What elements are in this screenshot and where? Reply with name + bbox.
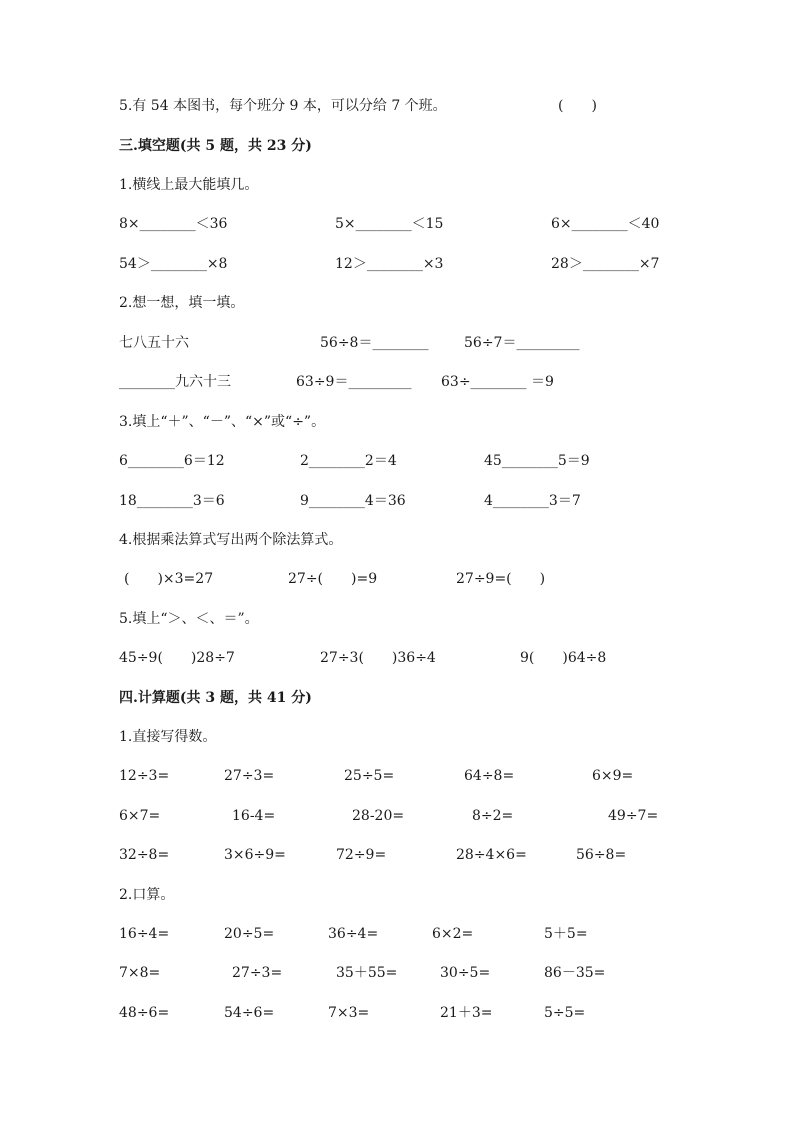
exercise-item[interactable]: 45________5＝9 [484,453,590,469]
section-title: 三.填空题(共 5 题，共 23 分) [119,138,312,154]
exercise-item[interactable]: 25÷5= [344,768,395,784]
exercise-item[interactable]: 54＞________×8 [119,256,228,272]
exercise-item[interactable]: 27÷3= [232,965,283,981]
exercise-item[interactable]: 3×6÷9= [224,847,286,863]
exercise-item[interactable]: 54÷6= [224,1005,275,1021]
exercise-item[interactable]: 63÷9＝_________ [296,374,412,390]
exercise-item[interactable]: 2________2＝4 [300,453,397,469]
exercise-item[interactable]: 18________3＝6 [119,493,225,509]
exercise-item[interactable]: 56÷8＝________ [320,335,429,351]
exercise-item[interactable]: 86－35= [544,965,606,981]
exercise-item[interactable]: 30÷5= [440,965,491,981]
exercise-item[interactable]: 21＋3= [440,1005,493,1021]
exercise-item[interactable]: 8×________＜36 [119,216,228,232]
exercise-item[interactable]: 27÷3( )36÷4 [320,650,436,666]
exercise-item[interactable]: 6×9= [592,768,634,784]
exercise-item[interactable]: 28-20= [352,808,405,824]
exercise-item[interactable]: 27÷( )=9 [288,571,378,587]
question-title: 2.口算。 [119,887,175,903]
question-title: 2.想一想，填一填。 [119,295,245,311]
exercise-item[interactable]: 28÷4×6= [456,847,527,863]
exercise-row [0,491,794,511]
exercise-row [0,569,794,589]
exercise-item: 七八五十六 [119,335,189,351]
exercise-item[interactable]: 56÷8= [576,847,627,863]
question-title: 5.填上“＞、＜、＝”。 [119,611,259,627]
section-title: 四.计算题(共 3 题，共 41 分) [119,690,312,706]
exercise-item[interactable]: 8÷2= [472,808,514,824]
exercise-item[interactable]: 16-4= [232,808,276,824]
exercise-item[interactable]: 4________3＝7 [484,493,581,509]
exercise-item[interactable]: 45÷9( )28÷7 [119,650,235,666]
exercise-row [0,806,794,826]
exercise-row [0,648,794,668]
exercise-item[interactable]: 27÷3= [224,768,275,784]
exercise-item[interactable]: 6×________＜40 [551,216,660,232]
exercise-item[interactable]: 64÷8= [464,768,515,784]
exercise-row [0,451,794,471]
exercise-row [0,372,794,392]
question-title: 4.根据乘法算式写出两个除法算式。 [119,532,343,548]
exercise-item[interactable]: 56÷7＝_________ [464,335,580,351]
exercise-item[interactable]: 49÷7= [608,808,659,824]
question-title: 3.填上“＋”、“－”、“×”或“÷”。 [119,414,326,430]
exercise-item[interactable]: 5÷5= [544,1005,586,1021]
exercise-item[interactable]: 7×3= [328,1005,370,1021]
exercise-item[interactable]: 12＞________×3 [335,256,444,272]
answer-blank[interactable]: ( ) [558,98,597,114]
exercise-row [0,924,794,944]
exercise-item[interactable]: 5＋5= [544,926,588,942]
exercise-item[interactable]: 36÷4= [328,926,379,942]
exercise-row [0,333,794,353]
exercise-item[interactable]: 9________4＝36 [300,493,406,509]
exercise-item[interactable]: 6________6＝12 [119,453,225,469]
question-text: 5.有 54 本图书，每个班分 9 本，可以分给 7 个班。 [119,98,447,114]
exercise-item[interactable]: 7×8= [119,965,161,981]
exercise-row [0,254,794,274]
exercise-item[interactable]: ________九六十三 [119,374,231,390]
exercise-item[interactable]: ( )×3=27 [124,571,214,587]
exercise-item[interactable]: 6×7= [119,808,161,824]
exercise-item[interactable]: 35＋55= [336,965,398,981]
exercise-item[interactable]: 6×2= [432,926,474,942]
question-title: 1.直接写得数。 [119,729,217,745]
exercise-item[interactable]: 28＞________×7 [551,256,660,272]
exercise-item[interactable]: 72÷9= [336,847,387,863]
exercise-row [0,1003,794,1023]
exercise-item[interactable]: 9( )64÷8 [520,650,607,666]
exercise-row [0,845,794,865]
exercise-item[interactable]: 12÷3= [119,768,170,784]
exercise-item[interactable]: 48÷6= [119,1005,170,1021]
exercise-item[interactable]: 32÷8= [119,847,170,863]
exercise-item[interactable]: 16÷4= [119,926,170,942]
exercise-item[interactable]: 63÷________ ＝9 [441,374,554,390]
question-title: 1.横线上最大能填几。 [119,177,259,193]
exercise-item[interactable]: 27÷9=( ) [456,571,546,587]
exercise-item[interactable]: 20÷5= [224,926,275,942]
exercise-row [0,766,794,786]
exercise-row [0,963,794,983]
exercise-row [0,214,794,234]
exercise-item[interactable]: 5×________＜15 [335,216,444,232]
